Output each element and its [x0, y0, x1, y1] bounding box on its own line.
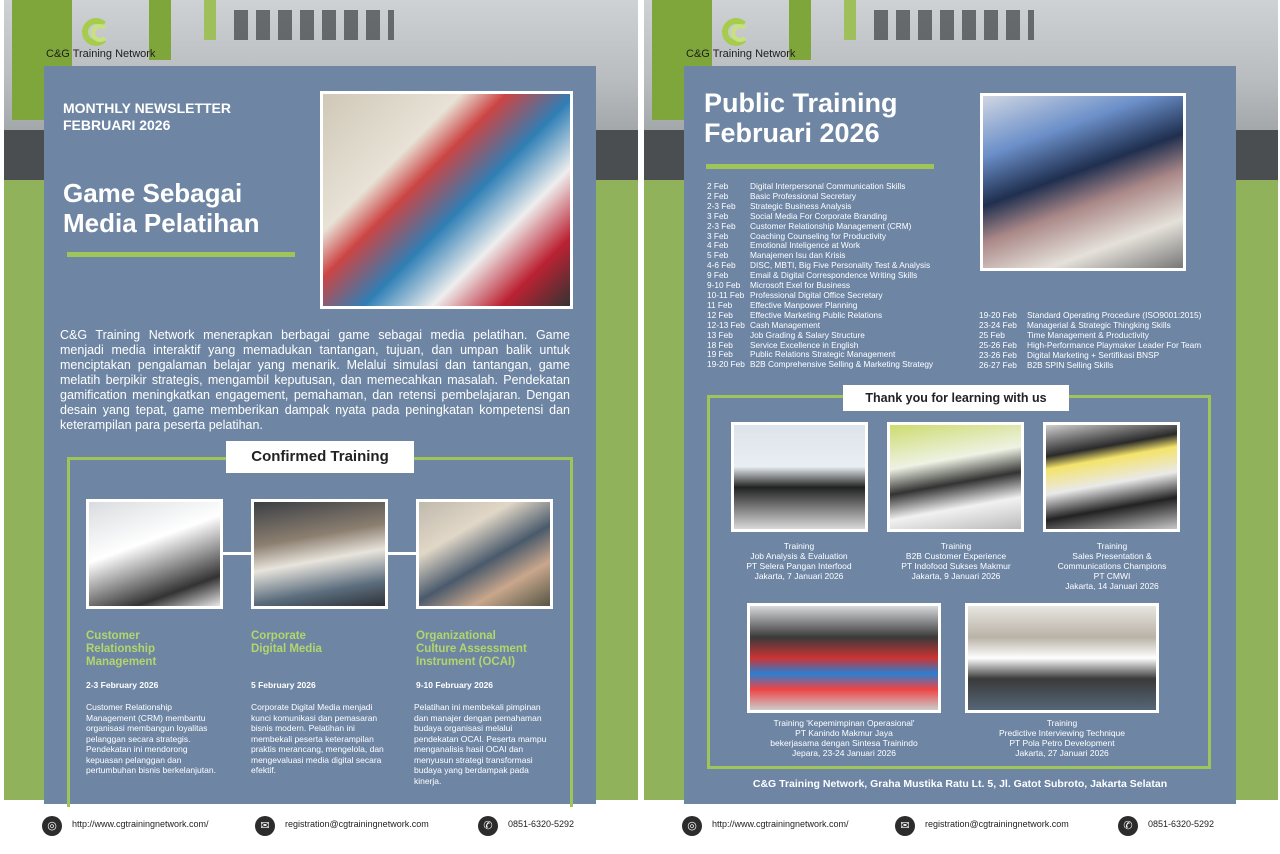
schedule-date: 18 Feb [707, 339, 733, 350]
schedule-course: Public Relations Strategic Management [750, 349, 896, 360]
newsletter-label: MONTHLY NEWSLETTER FEBRUARI 2026 [63, 100, 232, 133]
schedule-course: Standard Operating Procedure (ISO9001:2015) [1027, 310, 1202, 320]
schedule-course: Service Excellence in English [750, 339, 859, 350]
schedule-date: 11 Feb [707, 299, 733, 310]
schedule-date: 19-20 Feb [979, 310, 1017, 320]
digital-media-photo [251, 499, 388, 609]
globe-icon: ◎ [42, 816, 62, 836]
schedule-date: 26-27 Feb [979, 359, 1017, 370]
page-title: Game Sebagai Media Pelatihan [63, 178, 260, 238]
schedule-date: 23-24 Feb [979, 319, 1017, 330]
schedule-course: B2B SPIN Selling Skills [1027, 359, 1114, 370]
schedule-course: Microsoft Exel for Business [750, 280, 851, 291]
schedule-date: 5 Feb [707, 250, 729, 261]
schedule-date: 19 Feb [707, 349, 733, 360]
training-caption: Training B2B Customer Experience PT Indofood Sukses Makmur Jakarta, 9 Januari 2026 [901, 541, 1011, 581]
schedule-row [979, 361, 1201, 371]
title-underline [706, 164, 934, 169]
schedule-date: 12 Feb [707, 309, 733, 320]
schedule-date: 10-11 Feb [707, 289, 745, 300]
training-caption: Training Predictive Interviewing Technique PT Pola Petro Development Jakarta, 27 Januari 2026 [999, 718, 1125, 758]
schedule-course: DISC, MBTI, Big Five Personality Test & Analysis [750, 260, 931, 271]
brand-name: C&G Training Network [686, 48, 796, 60]
email-link[interactable]: registration@cgtrainingnetwork.com [925, 819, 1069, 829]
photo-connector [222, 552, 252, 555]
schedule-date: 4-6 Feb [707, 260, 736, 271]
schedule-course: Digital Marketing + Sertifikasi BNSP [1027, 349, 1160, 360]
course-title: Organizational Culture Assessment Instrument (OCAI) [416, 630, 527, 668]
schedule-course: Professional Digital Office Secretary [750, 289, 883, 300]
schedule-row [707, 360, 933, 370]
schedule-course: Social Media For Corporate Branding [750, 210, 887, 221]
training-photo [731, 422, 868, 532]
public-training-title: Public Training Februari 2026 [704, 88, 898, 148]
schedule-course: Cash Management [750, 319, 821, 330]
schedule-date: 9-10 Feb [707, 280, 741, 291]
footer [4, 804, 638, 848]
group-photo [965, 603, 1159, 713]
schedule-course: Digital Interpersonal Communication Skills [750, 181, 906, 191]
schedule-course: Basic Professional Secretary [750, 190, 857, 201]
schedule-date: 25 Feb [979, 329, 1005, 340]
schedule-date: 3 Feb [707, 210, 729, 221]
schedule-list-left [707, 182, 933, 370]
globe-icon: ◎ [682, 816, 702, 836]
schedule-course: Manajemen Isu dan Krisis [750, 250, 846, 261]
course-description: Customer Relationship Management (CRM) membantu organisasi membangun loyalitas pelanggan secara strategis. Pendekatan ini mendorong kepuasan pelanggan dan pertumbuhan bisnis berkelanjutan. [86, 702, 216, 775]
course-date: 2-3 February 2026 [86, 680, 159, 690]
schedule-date: 2-3 Feb [707, 200, 736, 211]
schedule-date: 19-20 Feb [707, 359, 745, 370]
course-title: Customer Relationship Management [86, 630, 157, 668]
group-photo [747, 603, 941, 713]
schedule-date: 12-13 Feb [707, 319, 745, 330]
training-caption: Training Sales Presentation & Communications Champions PT CMWI Jakarta, 14 Januari 2026 [1057, 541, 1167, 591]
course-date: 9-10 February 2026 [416, 680, 494, 690]
schedule-course: Emotional Inteligence at Work [750, 240, 861, 251]
course-date: 5 February 2026 [251, 680, 316, 690]
schedule-date: 25-26 Feb [979, 339, 1017, 350]
schedule-date: 2 Feb [707, 190, 729, 201]
training-photo [887, 422, 1024, 532]
phone-icon: ✆ [478, 816, 498, 836]
mail-icon: ✉ [255, 816, 275, 836]
schedule-course: Time Management & Productivity [1027, 329, 1149, 340]
schedule-date: 4 Feb [707, 240, 729, 251]
phone-icon: ✆ [1118, 816, 1138, 836]
website-link[interactable]: http://www.cgtrainingnetwork.com/ [72, 819, 209, 829]
workshop-photo [320, 91, 573, 309]
title-underline [67, 252, 295, 257]
address: C&G Training Network, Graha Mustika Ratu Lt. 5, Jl. Gatot Subroto, Jakarta Selatan [752, 778, 1168, 790]
course-title: Corporate Digital Media [251, 630, 322, 655]
schedule-date: 2-3 Feb [707, 220, 736, 231]
brand-logo [44, 16, 174, 66]
intro-paragraph: C&G Training Network menerapkan berbagai game sebagai media pelatihan. Game menjadi media interaktif yang memadukan tantangan, tujuan, dan umpan balik untuk menciptakan pengalaman belajar yang menarik. Melalui simulasi dan tantangan, game melatih berpikir strategis, mengambil keputusan, dan memecahkan masalah. Pendekatan gamification meningkatkan engagement, pemahaman, dan retensi pembelajaran. Dengan desain yang tepat, game memberikan dampak nyata pada peningkatan kompetensi dan keterampilan para peserta pelatihan. [60, 328, 570, 432]
phone-number: 0851-6320-5292 [1148, 819, 1215, 829]
schedule-course: Strategic Business Analysis [750, 200, 852, 211]
schedule-course: B2B Comprehensive Selling & Marketing Strategy [750, 359, 934, 370]
schedule-date: 3 Feb [707, 230, 729, 241]
schedule-course: Customer Relationship Management (CRM) [750, 220, 912, 231]
schedule-course: Job Grading & Salary Structure [750, 329, 865, 340]
brand-name: C&G Training Network [46, 48, 156, 60]
footer [644, 804, 1278, 848]
schedule-course: Effective Manpower Planning [750, 299, 858, 310]
schedule-row [707, 331, 933, 341]
crm-photo [86, 499, 223, 609]
schedule-date: 9 Feb [707, 270, 729, 281]
schedule-course: High-Performance Playmaker Leader For Team [1027, 339, 1202, 350]
brand-logo [684, 16, 814, 66]
schedule-course: Email & Digital Correspondence Writing Skills [750, 270, 918, 281]
website-link[interactable]: http://www.cgtrainingnetwork.com/ [712, 819, 849, 829]
schedule-list-right [979, 311, 1201, 370]
training-photo [1043, 422, 1180, 532]
course-description: Corporate Digital Media menjadi kunci komunikasi dan pemasaran bisnis modern. Pelatihan ini membekali peserta keterampilan praktis merancang, mengelola, dan mengevaluasi media digital secara efektif. [251, 702, 384, 775]
public-training-photo [980, 93, 1186, 271]
schedule-course: Managerial & Strategic Thingking Skills [1027, 319, 1171, 330]
training-caption: Training 'Kepemimpinan Operasional' PT Kanindo Makmur Jaya bekerjasama dengan Sintesa Trainindo Jepara, 23-24 Januari 2026 [770, 718, 918, 758]
schedule-date: 13 Feb [707, 329, 733, 340]
photo-connector [387, 552, 417, 555]
course-description: Pelatihan ini membekali pimpinan dan manajer dengan pemahaman budaya organisasi melalui pendekatan OCAI. Peserta mampu menganalisis hasil OCAI dan menyusun strategi transformasi budaya yang berdampak pada kinerja. [414, 702, 547, 786]
phone-number: 0851-6320-5292 [508, 819, 575, 829]
schedule-course: Effective Marketing Public Relations [750, 309, 883, 320]
ocai-photo [416, 499, 553, 609]
schedule-date: 2 Feb [707, 181, 729, 191]
schedule-date: 23-26 Feb [979, 349, 1017, 360]
email-link[interactable]: registration@cgtrainingnetwork.com [285, 819, 429, 829]
schedule-course: Coaching Counseling for Productivity [750, 230, 887, 241]
confirmed-training-label: Confirmed Training [226, 441, 414, 473]
training-caption: Training Job Analysis & Evaluation PT Selera Pangan Interfood Jakarta, 7 Januari 2026 [746, 541, 852, 581]
mail-icon: ✉ [895, 816, 915, 836]
thank-you-label: Thank you for learning with us [843, 385, 1069, 411]
